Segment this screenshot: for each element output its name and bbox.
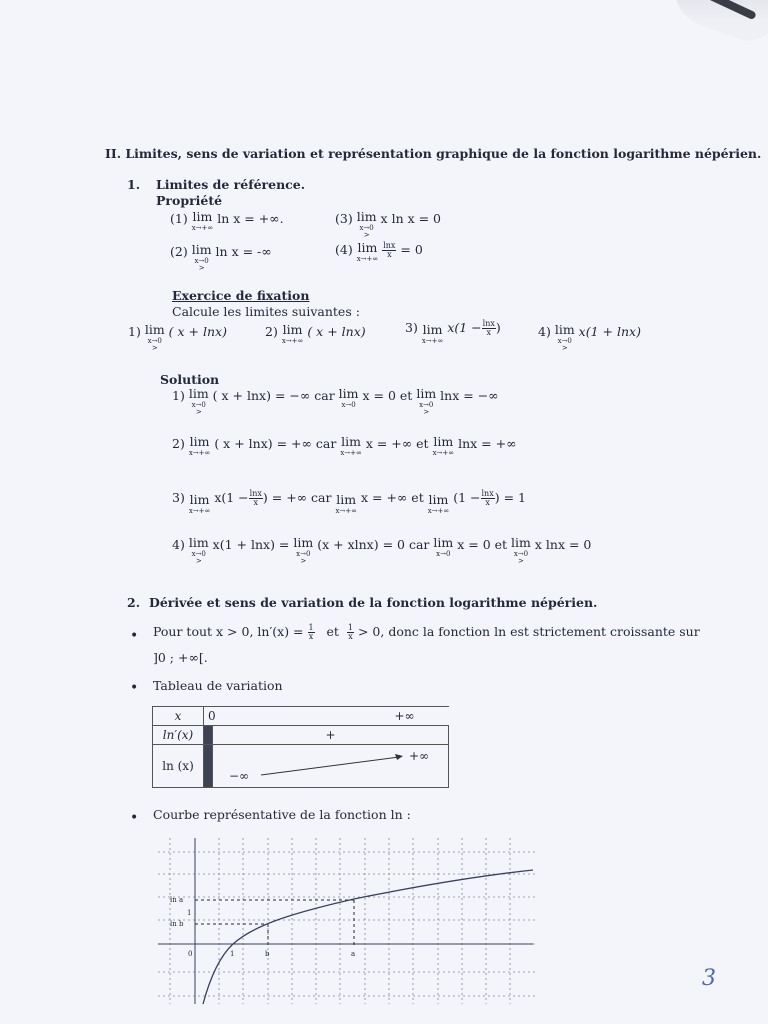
lim-sub: x→0 bbox=[436, 549, 451, 558]
fraction bbox=[347, 624, 354, 641]
x-end: +∞ bbox=[394, 709, 415, 723]
lim-text: lim bbox=[293, 535, 314, 550]
table-cell: x bbox=[153, 707, 204, 726]
limit-symbol bbox=[189, 494, 211, 515]
line-part: x = 0 et bbox=[457, 537, 508, 552]
lim-sub2: > bbox=[195, 556, 202, 565]
item-expr: x(1 + lnx) bbox=[578, 324, 641, 339]
lim-sub: x→+∞ bbox=[340, 448, 362, 457]
lim-sub2: > bbox=[198, 263, 205, 272]
limit-symbol bbox=[192, 244, 212, 272]
table-row bbox=[153, 745, 449, 788]
line-part: x(1 − bbox=[214, 490, 249, 505]
label-origin: 0 bbox=[188, 950, 193, 958]
grid-lines bbox=[158, 838, 538, 1004]
limit-symbol bbox=[189, 537, 209, 565]
frac-den: x bbox=[253, 498, 259, 507]
property-1-tag: (1) bbox=[170, 211, 188, 226]
lim-sub2: > bbox=[363, 230, 370, 239]
exercise-item-4 bbox=[538, 324, 641, 352]
property-4-expr: = 0 bbox=[400, 242, 423, 257]
lim-sub: x→0 bbox=[191, 400, 206, 409]
lim-sub: x→+∞ bbox=[281, 336, 304, 345]
frac-den: x bbox=[387, 250, 392, 259]
exercise-item-3 bbox=[405, 320, 501, 345]
fraction bbox=[249, 490, 263, 507]
lim-text: lim bbox=[189, 492, 210, 507]
frac-num: lnx bbox=[482, 319, 495, 328]
solution-line-1 bbox=[172, 388, 499, 416]
page-corner-shadow bbox=[663, 0, 768, 49]
limit-symbol bbox=[339, 388, 359, 409]
lim-text: lim bbox=[192, 209, 213, 224]
lim-sub: x→0 bbox=[419, 400, 434, 409]
table-cell: ln (x) bbox=[153, 745, 204, 788]
property-2-tag: (2) bbox=[170, 244, 188, 259]
solution-title: Solution bbox=[160, 372, 220, 387]
property-1 bbox=[170, 211, 284, 232]
line-number: 1) bbox=[172, 388, 185, 403]
lim-sub2: > bbox=[518, 556, 524, 565]
limit-symbol bbox=[555, 324, 575, 352]
lim-sub2: > bbox=[195, 407, 202, 416]
lim-sub: x→+∞ bbox=[191, 223, 214, 232]
limit-symbol bbox=[340, 436, 362, 457]
limit-symbol bbox=[416, 388, 436, 416]
solution-line-2 bbox=[172, 436, 516, 457]
table-cell: + bbox=[213, 726, 449, 745]
line-number: 2) bbox=[172, 436, 185, 451]
lim-sub: x→+∞ bbox=[188, 506, 211, 515]
line-part: ( x + lnx) = −∞ car bbox=[212, 388, 335, 403]
lim-sub: x→+∞ bbox=[421, 336, 444, 345]
bullet-icon: • bbox=[130, 810, 139, 826]
x-start: 0 bbox=[208, 709, 216, 723]
lim-sub: x→+∞ bbox=[335, 506, 357, 515]
lim-text: lim bbox=[416, 386, 437, 401]
part1-number: 1. bbox=[127, 177, 141, 192]
item-expr: ( x + lnx) bbox=[168, 324, 227, 339]
line-part: x = +∞ et bbox=[360, 490, 424, 505]
frac-num: lnx bbox=[383, 241, 396, 250]
curve-label: Courbe représentative de la fonction ln : bbox=[153, 807, 411, 822]
lim-sub: x→0 bbox=[194, 256, 209, 265]
fraction bbox=[308, 624, 315, 641]
limit-symbol bbox=[189, 436, 211, 457]
limit-symbol bbox=[282, 324, 304, 345]
statement-part: > 0, donc la fonction ln est strictement croissante sur bbox=[357, 624, 700, 639]
bullet-icon: • bbox=[130, 680, 139, 696]
lim-text: lim bbox=[428, 492, 449, 507]
lim-text: lim bbox=[433, 434, 454, 449]
item-number: 3) bbox=[405, 320, 418, 335]
lim-sub: x→0 bbox=[341, 400, 356, 409]
lim-sub: x→0 bbox=[296, 549, 311, 558]
solution-line-4 bbox=[172, 537, 591, 565]
statement-part: Pour tout x > 0, ln′(x) = bbox=[153, 624, 304, 639]
limit-symbol bbox=[189, 388, 209, 416]
lim-sub: x→0 bbox=[513, 549, 529, 558]
low-value: −∞ bbox=[229, 769, 250, 783]
frac-den: x bbox=[348, 632, 353, 641]
ln-curve-graph bbox=[158, 838, 538, 1004]
exercise-instruction: Calcule les limites suivantes : bbox=[172, 304, 360, 319]
frac-den: x bbox=[308, 632, 314, 641]
lim-sub2: > bbox=[151, 343, 158, 352]
lim-text: lim bbox=[336, 492, 357, 507]
item-expr-post: ) bbox=[495, 320, 501, 335]
line-part: x lnx = 0 bbox=[534, 537, 592, 552]
item-number: 4) bbox=[538, 324, 551, 339]
label-x-a: a bbox=[351, 950, 356, 958]
fraction bbox=[482, 320, 496, 337]
variation-table-label: Tableau de variation bbox=[153, 678, 283, 693]
property-2-expr: ln x = -∞ bbox=[215, 244, 272, 259]
lim-text: lim bbox=[282, 322, 303, 337]
line-part: lnx = −∞ bbox=[440, 388, 499, 403]
line-number: 3) bbox=[172, 490, 185, 505]
lim-sub: x→0 bbox=[557, 336, 572, 345]
lim-text: lim bbox=[191, 242, 212, 257]
limit-symbol bbox=[357, 242, 379, 263]
item-number: 1) bbox=[128, 324, 141, 339]
lim-text: lim bbox=[341, 434, 362, 449]
property-2 bbox=[170, 244, 272, 272]
item-expr: ( x + lnx) bbox=[307, 324, 366, 339]
limit-symbol bbox=[511, 537, 531, 565]
line-number: 4) bbox=[172, 537, 185, 552]
exercise-title: Exercice de fixation bbox=[172, 288, 310, 303]
lim-text: lim bbox=[511, 535, 531, 550]
section-title: II. Limites, sens de variation et représentation graphique de la fonction logarithme népérien. bbox=[105, 146, 762, 161]
part2-heading: Dérivée et sens de variation de la fonction logarithme népérien. bbox=[149, 595, 598, 610]
bullet-icon: • bbox=[130, 628, 139, 644]
line-part: ) = 1 bbox=[494, 490, 526, 505]
frac-num: 1 bbox=[347, 623, 353, 632]
lim-text: lim bbox=[188, 535, 209, 550]
property-4-tag: (4) bbox=[335, 242, 353, 257]
line-part: ) = +∞ car bbox=[262, 490, 332, 505]
frac-num: 1 bbox=[308, 623, 314, 632]
limit-symbol bbox=[433, 537, 453, 558]
derivative-interval: ]0 ; +∞[. bbox=[153, 650, 208, 665]
forbidden-cell bbox=[204, 745, 213, 788]
lim-text: lim bbox=[356, 209, 377, 224]
limit-symbol bbox=[357, 211, 377, 239]
statement-part: et bbox=[326, 624, 339, 639]
property-1-expr: ln x = +∞. bbox=[217, 211, 284, 226]
label-x-b: b bbox=[265, 950, 270, 958]
frac-num: lnx bbox=[481, 489, 494, 498]
limit-symbol bbox=[433, 436, 455, 457]
variation-arrow bbox=[213, 745, 443, 789]
line-part: x(1 + lnx) = bbox=[212, 537, 290, 552]
property-3-expr: x ln x = 0 bbox=[380, 211, 442, 226]
ln-curve bbox=[203, 870, 533, 1004]
lim-text: lim bbox=[554, 322, 575, 337]
table-cell bbox=[204, 707, 449, 726]
line-part: lnx = +∞ bbox=[458, 436, 517, 451]
label-x-one: 1 bbox=[230, 950, 235, 958]
limit-symbol bbox=[422, 324, 444, 345]
lim-sub: x→0 bbox=[191, 549, 206, 558]
fraction bbox=[382, 242, 396, 259]
label-ln-b: ln b bbox=[170, 920, 184, 928]
lim-text: lim bbox=[357, 240, 378, 255]
limit-symbol bbox=[293, 537, 313, 565]
table-row bbox=[153, 707, 449, 726]
limit-symbol bbox=[335, 494, 357, 515]
solution-line-3 bbox=[172, 490, 526, 515]
lim-sub2: > bbox=[423, 407, 430, 416]
property-3-tag: (3) bbox=[335, 211, 353, 226]
exercise-item-1 bbox=[128, 324, 227, 352]
line-part: (1 − bbox=[453, 490, 481, 505]
page-number: 3 bbox=[702, 966, 716, 991]
limit-symbol bbox=[145, 324, 165, 352]
frac-num: lnx bbox=[249, 489, 262, 498]
lim-sub: x→+∞ bbox=[356, 254, 379, 263]
label-ln-a: ln a bbox=[170, 896, 184, 904]
lim-text: lim bbox=[188, 386, 209, 401]
fraction bbox=[481, 490, 495, 507]
lim-sub: x→+∞ bbox=[427, 506, 450, 515]
lim-text: lim bbox=[189, 434, 210, 449]
item-number: 2) bbox=[265, 324, 278, 339]
part1-heading: Limites de référence. bbox=[156, 177, 306, 192]
frac-den: x bbox=[486, 328, 492, 337]
part2-number: 2. bbox=[127, 595, 141, 610]
label-one-y: 1 bbox=[187, 909, 192, 917]
lim-sub: x→+∞ bbox=[432, 448, 455, 457]
lim-sub: x→0 bbox=[147, 336, 162, 345]
lim-text: lim bbox=[144, 322, 165, 337]
lim-sub2: > bbox=[561, 343, 568, 352]
lim-sub: x→0 bbox=[359, 223, 374, 232]
table-row bbox=[153, 726, 449, 745]
lim-text: lim bbox=[338, 386, 359, 401]
line-part: x = 0 et bbox=[362, 388, 413, 403]
line-part: ( x + lnx) = +∞ car bbox=[214, 436, 337, 451]
forbidden-cell bbox=[204, 726, 213, 745]
property-3 bbox=[335, 211, 441, 239]
limit-symbol bbox=[428, 494, 450, 515]
line-part: (x + xlnx) = 0 car bbox=[317, 537, 430, 552]
table-cell: ln′(x) bbox=[153, 726, 204, 745]
lim-text: lim bbox=[433, 535, 454, 550]
variation-cell bbox=[213, 745, 449, 788]
high-value: +∞ bbox=[409, 749, 430, 763]
exercise-item-2 bbox=[265, 324, 366, 345]
limit-symbol bbox=[192, 211, 214, 232]
lim-sub2: > bbox=[300, 556, 307, 565]
lim-text: lim bbox=[422, 322, 443, 337]
lim-sub: x→+∞ bbox=[188, 448, 211, 457]
item-expr-pre: x(1 − bbox=[447, 320, 482, 335]
derivative-statement bbox=[153, 624, 700, 641]
property-4 bbox=[335, 242, 423, 263]
property-label: Propriété bbox=[156, 193, 223, 208]
variation-table bbox=[152, 706, 449, 788]
frac-den: x bbox=[485, 498, 490, 507]
line-part: x = +∞ et bbox=[365, 436, 429, 451]
